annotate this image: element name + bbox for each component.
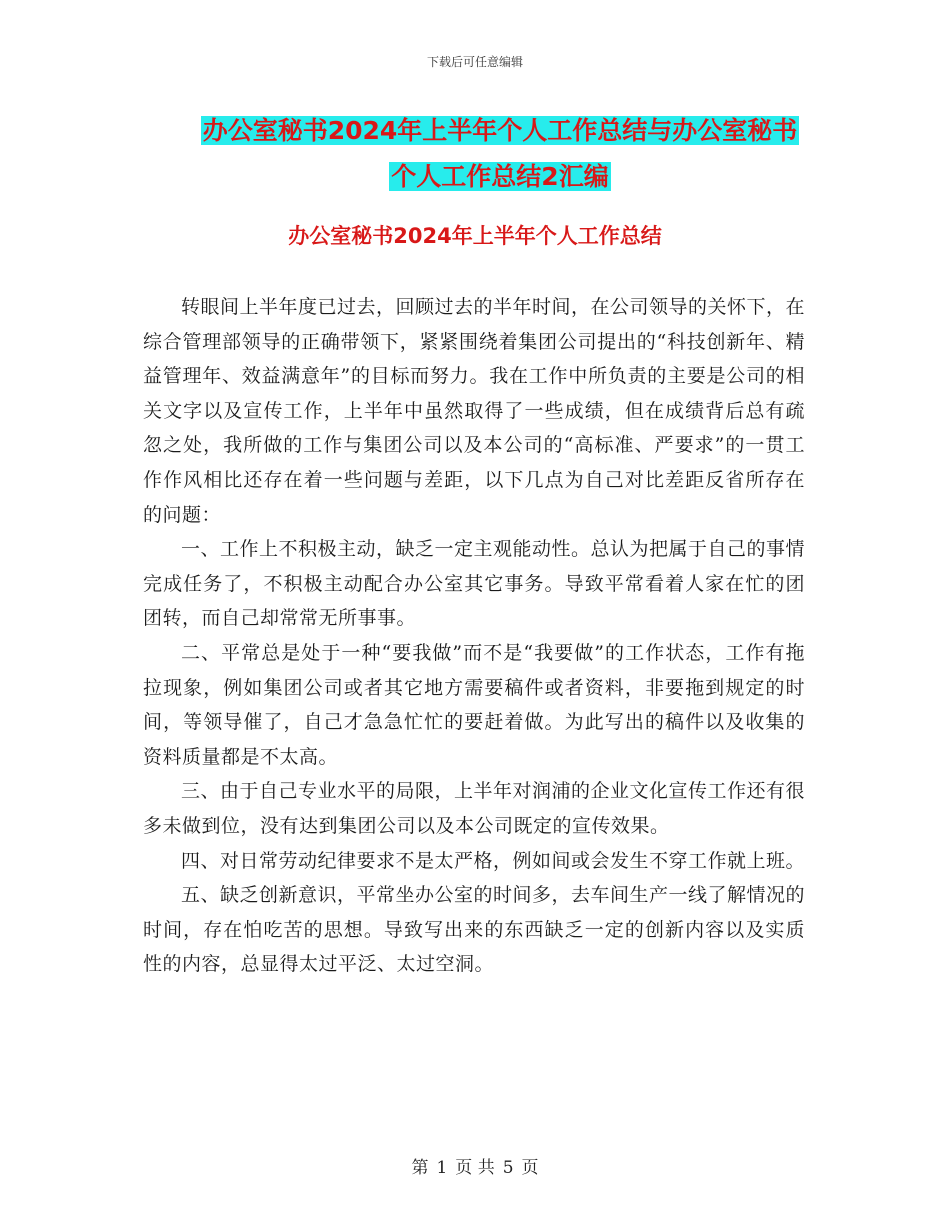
paragraph-item-2: 二、平常总是处于一种“要我做”而不是“我要做”的工作状态，工作有拖拉现象，例如集团公司或者其它地方需要稿件或者资料，非要拖到规定的时间，等领导催了，自己才急急忙忙的要赶着做。为此写出的稿件以及收集的资料质量都是不太高。 xyxy=(143,641,805,768)
document-title xyxy=(150,108,850,200)
paragraph-item-3: 三、由于自己专业水平的局限，上半年对润浦的企业文化宣传工作还有很多未做到位，没有达到集团公司以及本公司既定的宣传效果。 xyxy=(143,780,806,837)
header-note: 下载后可任意编辑 xyxy=(426,55,523,69)
paragraph-item-4: 四、对日常劳动纪律要求不是太严格，例如间或会发生不穿工作就上班。 xyxy=(181,849,806,872)
total-pages-number: 5 xyxy=(502,1158,514,1178)
footer-middle: 页 共 xyxy=(455,1158,495,1178)
section-title: 办公室秘书2024年上半年个人工作总结 xyxy=(288,224,662,248)
current-page-number: 1 xyxy=(436,1158,448,1178)
paragraph-intro: 转眼间上半年度已过去，回顾过去的半年时间，在公司领导的关怀下，在综合管理部领导的正确带领下，紧紧围绕着集团公司提出的“科技创新年、精益管理年、效益满意年”的目标而努力。我在工作中所负责的主要是公司的相关文字以及宣传工作，上半年中虽然取得了一些成绩，但在成绩背后总有疏忽之处，我所做的工作与集团公司以及本公司的“高标准、严要求”的一贯工作作风相比还存在着一些问题与差距，以下几点为自己对比差距反省所存在的问题： xyxy=(143,296,806,526)
paragraph-item-5: 五、缺乏创新意识，平常坐办公室的时间多，去车间生产一线了解情况的时间，存在怕吃苦的思想。导致写出来的东西缺乏一定的创新内容以及实质性的内容，总显得太过平泛、太过空洞。 xyxy=(143,884,806,976)
footer-prefix: 第 xyxy=(411,1158,429,1178)
document-title-line-2: 个人工作总结2汇编 xyxy=(391,162,609,191)
paragraph-item-1: 一、工作上不积极主动，缺乏一定主观能动性。总认为把属于自己的事情完成任务了，不积极主动配合办公室其它事务。导致平常看着人家在忙的团团转，而自己却常常无所事事。 xyxy=(143,538,806,630)
page-footer xyxy=(0,1153,950,1178)
document-title-line-1: 办公室秘书2024年上半年个人工作总结与办公室秘书 xyxy=(202,116,798,145)
body-text xyxy=(143,290,805,982)
footer-suffix: 页 xyxy=(521,1158,539,1178)
